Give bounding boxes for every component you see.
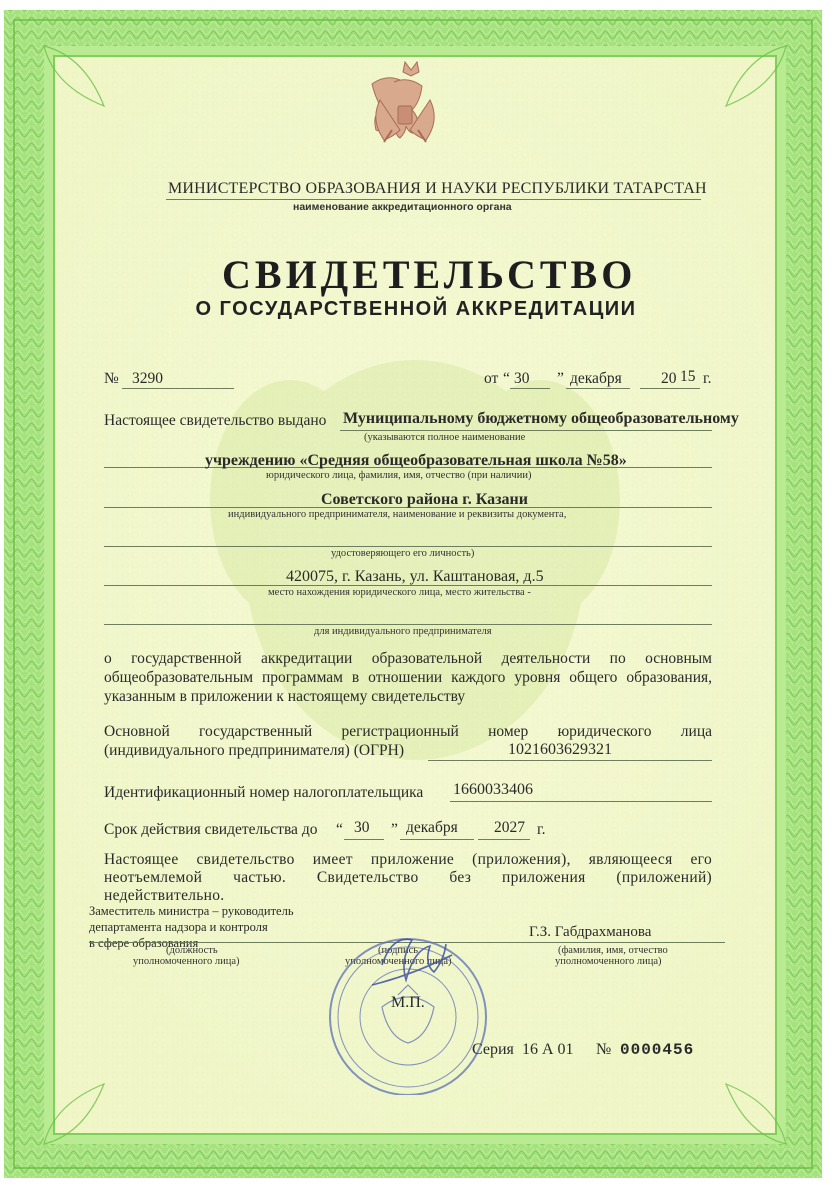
ogrn-value: 1021603629321 [508, 741, 612, 758]
date-prefix: от [484, 370, 499, 387]
issued-label: Настоящее свидетельство выдано [104, 412, 327, 429]
caption-identity: удостоверяющего его личность) [331, 548, 475, 559]
position-line1: Заместитель министра – руководитель [89, 904, 294, 918]
appendix-line2: неотъемлемой частью. Свидетельство без приложения (приложений) [104, 869, 712, 886]
certificate: МИНИСТЕРСТВО ОБРАЗОВАНИЯ И НАУКИ РЕСПУБЛИКИ ТАТАРСТАН наименование аккредитационного органа СВИДЕТЕЛЬСТВО О ГОСУДАРСТВЕННОЙ АККРЕДИТАЦИИ № 3290 от “ 30 ” декабря 20 15 г. Настоящее свидетельство выдано Муниципальному бюджетному общеобразовательному (указываются полное наименование учреждению «Средняя общеобразовательная школа №58» юридического лица, фамилия, имя, отчество (при наличии) Советского района г. Казани индивидуального предпринимателя, наименование и реквизиты документа, удостоверяющего его личность) 420075, г. Казань, ул. Каштановая, д.5 место нахождения юридического лица, место жительства - для индивидуального предпринимателя о государственной аккредитации образовательной деятельности по основным общеобразовательным программам в отношении каждого уровня общего образования, указанным в приложении к настоящему свидетельству Основной государственный регистрационный номер юридического лица (индивидуального предпринимателя) (ОГРН) 1021603629321 Идентификационный номер налогоплательщика 1660033406 Срок действия свидетельства до “ 30 ” декабря 2027 г. Настоящее свидетельство имеет приложение (приложения), являющееся его неотъемлемой частью. Свидетельство без приложения (приложений) недействительно. Заместитель министра – руководитель департамента надзора и контроля в сфере образования (должность уполномоченного лица) (подпись уполномоченного лица) Г.З. Габдрахманова (фамилия, имя, отчество уполномоченного лица) М.П. Серия 16 А 01 № 0000456 [0, 0, 832, 1184]
validity-month: декабря [406, 819, 458, 836]
issued-line2: учреждению «Средняя общеобразовательная школа №58» [205, 452, 627, 469]
stamp-place: М.П. [391, 994, 425, 1011]
number-prefix: № [104, 370, 119, 387]
series-number-prefix: № [596, 1041, 612, 1058]
caption-entrepreneur-location: для индивидуального предпринимателя [314, 626, 492, 637]
certificate-number: 3290 [132, 370, 163, 387]
caption-entrepreneur: индивидуального предпринимателя, наименование и реквизиты документа, [228, 509, 567, 520]
issued-line1: Муниципальному бюджетному общеобразовательному [343, 410, 739, 427]
caption-name2: уполномоченного лица) [555, 956, 662, 967]
ogrn-line1: Основной государственный регистрационный номер юридического лица [104, 723, 712, 740]
validity-year: 2027 [494, 819, 525, 836]
ministry-name: МИНИСТЕРСТВО ОБРАЗОВАНИЯ И НАУКИ РЕСПУБЛИКИ ТАТАРСТАН [168, 180, 707, 197]
date-year-suffix: 15 [680, 368, 696, 385]
caption-position: (должность [166, 945, 218, 956]
accreditation-line3: указанным в приложении к настоящему свидетельству [104, 688, 466, 705]
inn-value: 1660033406 [453, 781, 533, 798]
caption-position2: уполномоченного лица) [133, 956, 240, 967]
caption-legal-entity: юридического лица, фамилия, имя, отчество (при наличии) [266, 470, 532, 481]
page-subtitle: О ГОСУДАРСТВЕННОЙ АККРЕДИТАЦИИ [195, 298, 637, 320]
inn-label: Идентификационный номер налогоплательщика [104, 784, 424, 801]
date-day: 30 [514, 370, 530, 387]
caption-location: место нахождения юридического лица, место жительства - [268, 587, 531, 598]
date-year-end: г. [703, 370, 712, 387]
ministry-caption: наименование аккредитационного органа [293, 201, 512, 213]
caption-signature2: уполномоченного лица) [345, 956, 452, 967]
series-number: 0000456 [620, 1041, 695, 1059]
address: 420075, г. Казань, ул. Каштановая, д.5 [286, 568, 544, 585]
position-line3: в сфере образования [89, 936, 199, 950]
series-value: 16 А 01 [522, 1041, 574, 1058]
validity-day: 30 [354, 819, 370, 836]
accreditation-line2: общеобразовательным программам в отношении каждого уровня общего образования, [104, 669, 712, 686]
appendix-line3: недействительно. [104, 887, 225, 904]
signatory-name: Г.З. Габдрахманова [529, 924, 652, 940]
position-line2: департамента надзора и контроля [89, 920, 268, 934]
date-year-prefix: 20 [661, 370, 677, 387]
ogrn-line2: (индивидуального предпринимателя) (ОГРН) [104, 742, 405, 759]
caption-full-name: (указываются полное наименование [364, 432, 526, 443]
caption-signature: (подпись [378, 945, 419, 956]
validity-label: Срок действия свидетельства до [104, 821, 318, 838]
caption-name: (фамилия, имя, отчество [558, 945, 668, 956]
series-label: Серия [472, 1041, 514, 1058]
accreditation-line1: о государственной аккредитации образовательной деятельности по основным [104, 650, 712, 667]
date-month: декабря [570, 370, 622, 387]
validity-end: г. [537, 821, 546, 838]
issued-line3: Советского района г. Казани [321, 491, 528, 508]
page-title: СВИДЕТЕЛЬСТВО [222, 252, 637, 297]
appendix-line1: Настоящее свидетельство имеет приложение (приложения), являющееся его [104, 851, 712, 868]
